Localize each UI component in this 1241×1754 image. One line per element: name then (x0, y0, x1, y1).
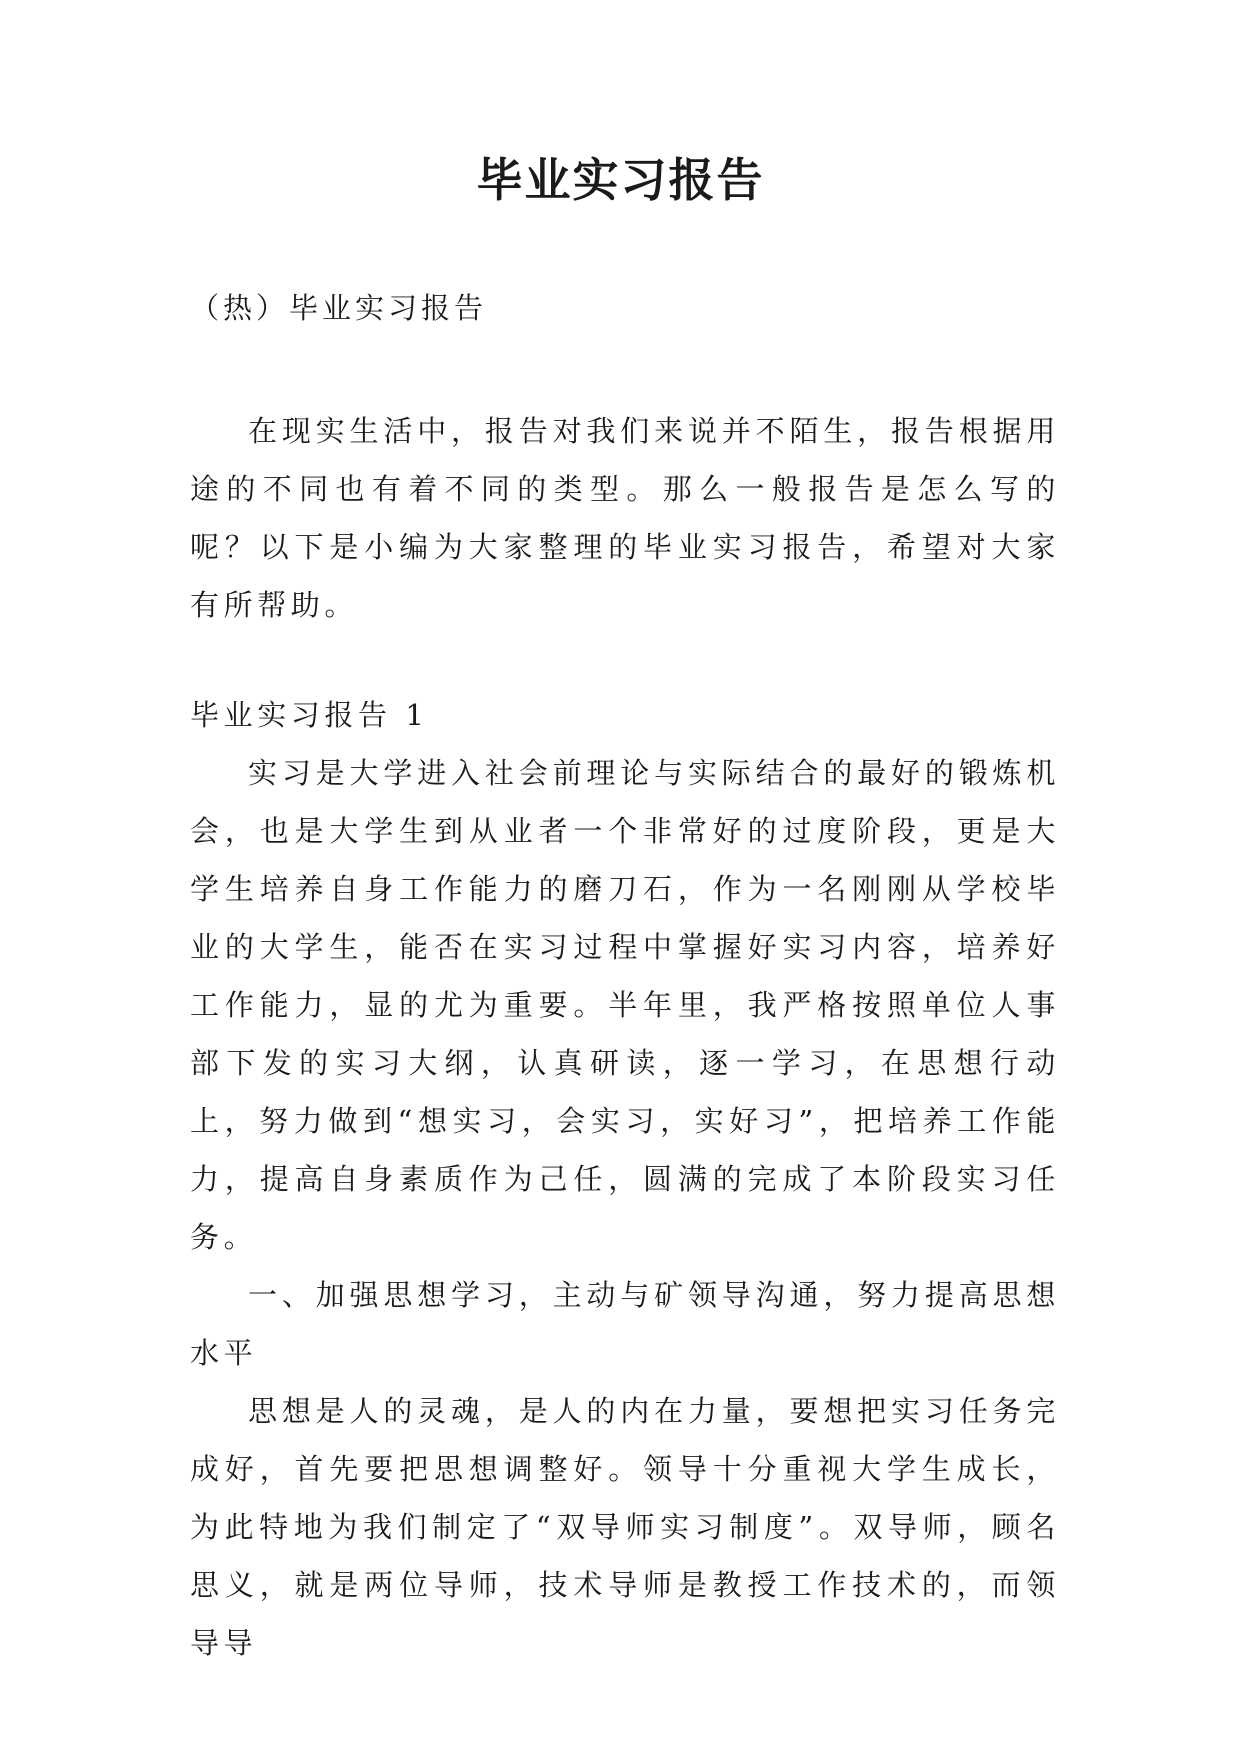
intro-section (190, 402, 1060, 634)
report-body (190, 686, 1060, 1672)
section-heading: 毕业实习报告 1 (190, 698, 429, 732)
document-title: 毕业实习报告 (476, 153, 765, 207)
intro-paragraph: 在现实生活中，报告对我们来说并不陌生，报告根据用途的不同也有着不同的类型。那么一般报告是怎么写的呢？以下是小编为大家整理的毕业实习报告，希望对大家有所帮助。 (190, 414, 1060, 622)
subsection-heading: 一、加强思想学习，主动与矿领导沟通，努力提高思想水平 (190, 1278, 1060, 1370)
body-paragraph: 思想是人的灵魂，是人的内在力量，要想把实习任务完成好，首先要把思想调整好。领导十分重视大学生成长，为此特地为我们制定了“双导师实习制度”。双导师，顾名思义，就是两位导师，技术导师是教授工作技术的，而领导导 (190, 1394, 1060, 1660)
document-subtitle: （热）毕业实习报告 (190, 291, 488, 325)
body-paragraph: 实习是大学进入社会前理论与实际结合的最好的锻炼机会，也是大学生到从业者一个非常好的过度阶段，更是大学生培养自身工作能力的磨刀石，作为一名刚刚从学校毕业的大学生，能否在实习过程中掌握好实习内容，培养好工作能力，显的尤为重要。半年里，我严格按照单位人事部下发的实习大纲，认真研读，逐一学习，在思想行动上，努力做到“想实习，会实习，实好习”，把培养工作能力，提高自身素质作为己任，圆满的完成了本阶段实习任务。 (190, 756, 1060, 1254)
